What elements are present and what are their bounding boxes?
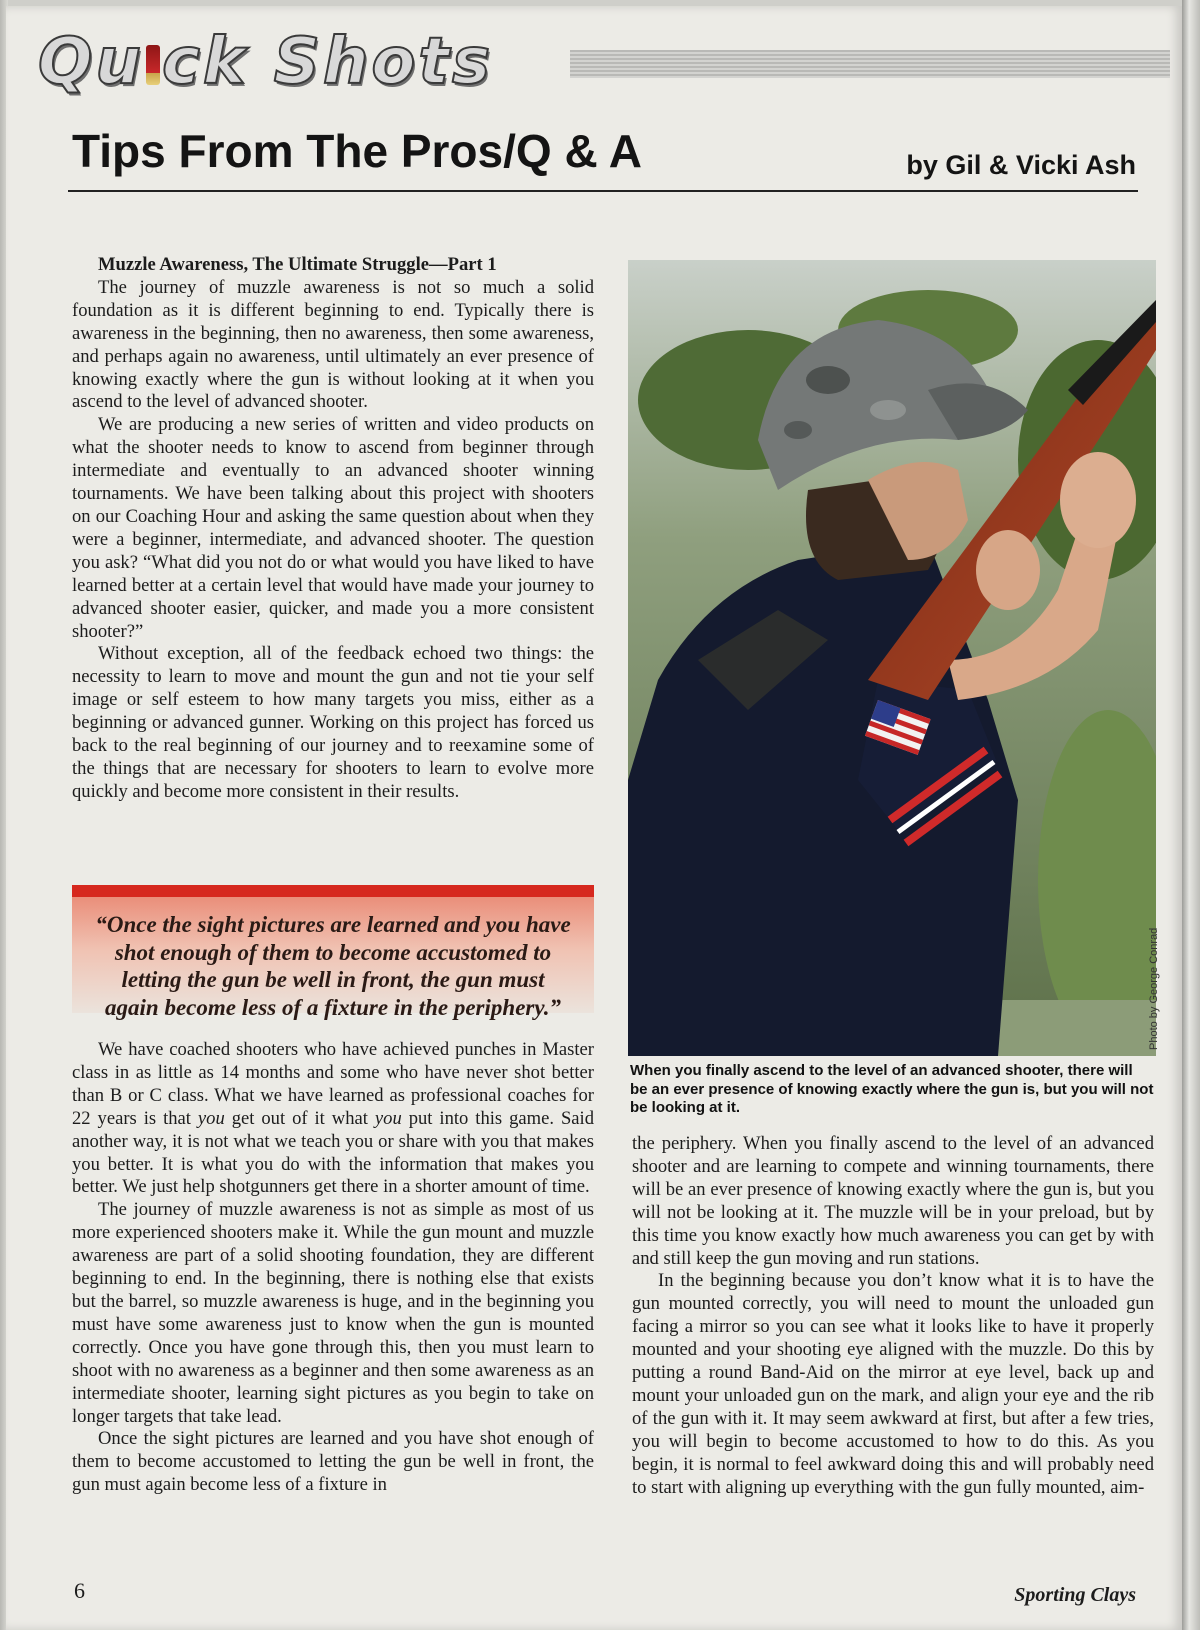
article-byline: by Gil & Vicki Ash <box>906 150 1136 180</box>
text-run: We have coached shooters who have achieved punches in Master class in as little as 14 months and some who have never shot better than B or C class. What we have learned as professional coaches for 22 years is that <box>72 1039 594 1129</box>
emphasis: you <box>197 1107 225 1129</box>
pull-quote: “Once the sight pictures are learned and you have shot enough of them to become accustomed to letting the gun be well in front, the gun must again become less of a fixture in the periphery.” <box>72 885 594 1013</box>
shooter-illustration <box>628 260 1156 1056</box>
logo-text-1: Qu <box>38 25 144 99</box>
article-title: Tips From The Pros/Q & A <box>72 125 642 177</box>
right-column <box>632 1133 1154 1500</box>
quick-shots-logo <box>38 25 494 99</box>
paragraph: The journey of muzzle awareness is not as simple as most of us more experienced shooters make it. While the gun mount and muzzle awareness are part of a solid shooting foundation, they are different beginning to end. In the beginning, there is nothing else that exists but the barrel, so muzzle awareness is huge, and in the beginning you must have some awareness just to know when the gun is mounted correctly. Once you have gone through this, then you must learn to shoot with no awareness as a beginner and then some awareness as an intermediate shooter, learning sight pictures as you begin to take on longer targets that take lead. <box>72 1199 594 1427</box>
article-subhead: Muzzle Awareness, The Ultimate Struggle—Part 1 <box>98 254 497 275</box>
banner-stripes <box>570 50 1170 78</box>
paragraph: In the beginning because you don’t know what it is to have the gun mounted correctly, you will need to mount the unloaded gun facing a mirror so you can see what it looks like to have it properly mounted and your shooting eye aligned with the muzzle. Do this by putting a round Band-Aid on the mirror at eye level, back up and mount your unloaded gun on the mark, and align your eye and the rib of the gun with it. It may seem awkward at first, but after a few tries, you will begin to become accustomed to how to do this. As you begin, it is normal to feel awkward doing this and will probably need to start with aligning up everything with the gun fully mounted, aim- <box>632 1270 1154 1498</box>
page-spine <box>1182 0 1200 1630</box>
header-rule <box>68 190 1138 192</box>
logo-text-2: ck Shots <box>161 25 494 99</box>
page-number: 6 <box>74 1578 85 1603</box>
paragraph: Once the sight pictures are learned and you have shot enough of them to become accustomed to letting the gun be well in front, the gun must again become less of a fixture in <box>72 1428 594 1496</box>
paragraph <box>72 1039 594 1199</box>
shotgun-shell-icon <box>146 45 160 85</box>
shooter-photo <box>628 260 1156 1056</box>
left-column-upper <box>72 254 594 804</box>
left-column-lower <box>72 1039 594 1497</box>
emphasis: you <box>374 1107 402 1129</box>
photo-credit: Photo by George Conrad <box>1148 927 1160 1050</box>
paragraph: Without exception, all of the feedback echoed two things: the necessity to learn to move and mount the gun and not tie your self image or self esteem to how many targets you miss, either as a beginning or advanced gunner. Working on this project has forced us back to the real beginning of our journey and to reexamine some of the things that are necessary for shooters to learn to evolve more quickly and become more consistent in their results. <box>72 643 594 802</box>
paragraph: the periphery. When you finally ascend to the level of an advanced shooter and are learning to compete and winning tournaments, there will be an ever presence of knowing exactly where the gun is, but you will not be looking at it. The muzzle will be in your preload, but by this time you know exactly how much awareness you can get by with and still keep the gun moving and run stations. <box>632 1133 1154 1269</box>
paragraph: The journey of muzzle awareness is not so much a solid foundation as it is different beginning to end. Typically there is awareness in the beginning, then no awareness, then some awareness, and perhaps again no awareness, until ultimately an ever presence of knowing exactly where the gun is without looking at it when you ascend to the level of advanced shooter. <box>72 276 594 413</box>
magazine-name: Sporting Clays <box>1014 1584 1136 1606</box>
paragraph: We are producing a new series of written and video products on what the shooter needs to know to ascend from beginner through intermediate and eventually to an advanced shooter winning tournaments. We have been talking about this project with shooters on our Coaching Hour and asking the same question about when they were a beginner, intermediate, and advanced shooter. The question you ask? “What did you not do or what would you have liked to have learned better at a certain level that would have made your journey to advanced shooter easier, quicker, and made you a more consistent shooter?” <box>72 414 594 642</box>
text-run: get out of it what <box>224 1107 375 1129</box>
text-run: put into this game. Said another way, it is not what we teach you or share with you that makes you better. It is what you do with the information that makes you better. We just help shotgunners get there in a shorter amount of time. <box>72 1107 595 1198</box>
photo-caption: When you finally ascend to the level of an advanced shooter, there will be an ever presence of knowing exactly where the gun is, but you will not be looking at it. <box>630 1062 1154 1116</box>
